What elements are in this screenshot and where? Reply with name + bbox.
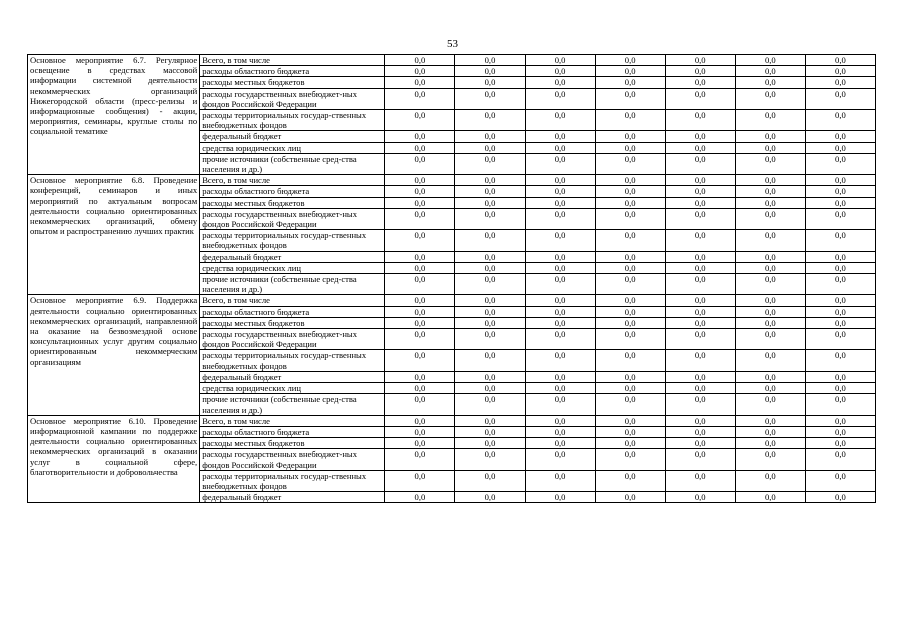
amount-cell: 0,0: [525, 415, 595, 426]
amount-cell: 0,0: [595, 449, 665, 470]
amount-cell: 0,0: [735, 306, 805, 317]
amount-cell: 0,0: [455, 394, 525, 415]
amount-cell: 0,0: [595, 262, 665, 273]
amount-cell: 0,0: [385, 131, 455, 142]
amount-cell: 0,0: [525, 251, 595, 262]
amount-cell: 0,0: [385, 262, 455, 273]
page-number: 53: [447, 38, 458, 50]
amount-cell: 0,0: [665, 350, 735, 371]
funding-source: расходы территориальных государ-ственных внебюджетных фондов: [200, 230, 385, 251]
amount-cell: 0,0: [665, 131, 735, 142]
amount-cell: 0,0: [735, 262, 805, 273]
amount-cell: 0,0: [595, 142, 665, 153]
amount-cell: 0,0: [805, 175, 875, 186]
amount-cell: 0,0: [805, 306, 875, 317]
amount-cell: 0,0: [455, 186, 525, 197]
amount-cell: 0,0: [735, 295, 805, 306]
funding-source: Всего, в том числе: [200, 415, 385, 426]
amount-cell: 0,0: [455, 142, 525, 153]
amount-cell: 0,0: [805, 197, 875, 208]
amount-cell: 0,0: [805, 426, 875, 437]
amount-cell: 0,0: [455, 251, 525, 262]
amount-cell: 0,0: [595, 306, 665, 317]
amount-cell: 0,0: [525, 77, 595, 88]
amount-cell: 0,0: [455, 175, 525, 186]
amount-cell: 0,0: [385, 295, 455, 306]
amount-cell: 0,0: [595, 110, 665, 131]
amount-cell: 0,0: [805, 251, 875, 262]
amount-cell: 0,0: [805, 470, 875, 491]
amount-cell: 0,0: [455, 371, 525, 382]
amount-cell: 0,0: [805, 55, 875, 66]
amount-cell: 0,0: [385, 186, 455, 197]
amount-cell: 0,0: [805, 208, 875, 229]
amount-cell: 0,0: [665, 295, 735, 306]
amount-cell: 0,0: [385, 449, 455, 470]
amount-cell: 0,0: [735, 230, 805, 251]
amount-cell: 0,0: [455, 295, 525, 306]
activity-description: Основное мероприятие 6.9. Поддержка деятельности социально ориентированных некоммерческих организаций, направленной на оказание на безвозмездной основе консультационных услуг другим социально ориентированным некоммерческим организациям: [28, 295, 200, 415]
amount-cell: 0,0: [385, 426, 455, 437]
amount-cell: 0,0: [735, 329, 805, 350]
amount-cell: 0,0: [805, 153, 875, 174]
amount-cell: 0,0: [665, 274, 735, 295]
amount-cell: 0,0: [595, 426, 665, 437]
funding-source: прочие источники (собственные сред-ства населения и др.): [200, 274, 385, 295]
amount-cell: 0,0: [595, 208, 665, 229]
funding-source: расходы территориальных государ-ственных внебюджетных фондов: [200, 470, 385, 491]
amount-cell: 0,0: [665, 415, 735, 426]
amount-cell: 0,0: [595, 415, 665, 426]
amount-cell: 0,0: [665, 449, 735, 470]
amount-cell: 0,0: [455, 88, 525, 109]
amount-cell: 0,0: [455, 317, 525, 328]
amount-cell: 0,0: [455, 66, 525, 77]
amount-cell: 0,0: [805, 415, 875, 426]
amount-cell: 0,0: [665, 175, 735, 186]
funding-source: расходы государственных внебюджет-ных фондов Российской Федерации: [200, 449, 385, 470]
amount-cell: 0,0: [595, 295, 665, 306]
funding-source: расходы государственных внебюджет-ных фондов Российской Федерации: [200, 208, 385, 229]
amount-cell: 0,0: [805, 350, 875, 371]
amount-cell: 0,0: [385, 175, 455, 186]
amount-cell: 0,0: [455, 153, 525, 174]
amount-cell: 0,0: [735, 88, 805, 109]
amount-cell: 0,0: [735, 197, 805, 208]
table-row: [28, 415, 876, 426]
amount-cell: 0,0: [525, 230, 595, 251]
amount-cell: 0,0: [595, 383, 665, 394]
amount-cell: 0,0: [525, 394, 595, 415]
amount-cell: 0,0: [595, 55, 665, 66]
amount-cell: 0,0: [665, 88, 735, 109]
amount-cell: 0,0: [385, 77, 455, 88]
funding-source: расходы местных бюджетов: [200, 317, 385, 328]
amount-cell: 0,0: [385, 492, 455, 503]
amount-cell: 0,0: [665, 262, 735, 273]
amount-cell: 0,0: [735, 350, 805, 371]
amount-cell: 0,0: [665, 110, 735, 131]
amount-cell: 0,0: [665, 394, 735, 415]
amount-cell: 0,0: [805, 295, 875, 306]
amount-cell: 0,0: [455, 230, 525, 251]
table-row: [28, 175, 876, 186]
amount-cell: 0,0: [735, 131, 805, 142]
amount-cell: 0,0: [665, 329, 735, 350]
amount-cell: 0,0: [525, 492, 595, 503]
amount-cell: 0,0: [385, 66, 455, 77]
amount-cell: 0,0: [595, 230, 665, 251]
amount-cell: 0,0: [385, 110, 455, 131]
amount-cell: 0,0: [665, 77, 735, 88]
amount-cell: 0,0: [525, 208, 595, 229]
amount-cell: 0,0: [735, 186, 805, 197]
amount-cell: 0,0: [455, 350, 525, 371]
amount-cell: 0,0: [595, 350, 665, 371]
amount-cell: 0,0: [385, 329, 455, 350]
amount-cell: 0,0: [525, 186, 595, 197]
amount-cell: 0,0: [385, 197, 455, 208]
amount-cell: 0,0: [665, 208, 735, 229]
amount-cell: 0,0: [385, 306, 455, 317]
amount-cell: 0,0: [525, 262, 595, 273]
funding-source: расходы государственных внебюджет-ных фондов Российской Федерации: [200, 329, 385, 350]
amount-cell: 0,0: [525, 142, 595, 153]
activity-description: Основное мероприятие 6.7. Регулярное освещение в средствах массовой информации системной деятельности некоммерческих организаций Нижегородской области (пресс-релизы и информационные сообщения) - акции, мероприятия, семинары, круглые столы по социальной тематике: [28, 55, 200, 175]
amount-cell: 0,0: [455, 415, 525, 426]
amount-cell: 0,0: [665, 197, 735, 208]
amount-cell: 0,0: [805, 371, 875, 382]
funding-source: расходы государственных внебюджет-ных фондов Российской Федерации: [200, 88, 385, 109]
amount-cell: 0,0: [805, 274, 875, 295]
amount-cell: 0,0: [595, 317, 665, 328]
amount-cell: 0,0: [455, 438, 525, 449]
amount-cell: 0,0: [525, 110, 595, 131]
amount-cell: 0,0: [735, 317, 805, 328]
amount-cell: 0,0: [805, 449, 875, 470]
amount-cell: 0,0: [665, 55, 735, 66]
amount-cell: 0,0: [525, 470, 595, 491]
amount-cell: 0,0: [385, 230, 455, 251]
amount-cell: 0,0: [735, 449, 805, 470]
amount-cell: 0,0: [665, 230, 735, 251]
amount-cell: 0,0: [385, 415, 455, 426]
amount-cell: 0,0: [805, 383, 875, 394]
amount-cell: 0,0: [385, 371, 455, 382]
funding-source: расходы местных бюджетов: [200, 197, 385, 208]
amount-cell: 0,0: [735, 492, 805, 503]
amount-cell: 0,0: [455, 131, 525, 142]
amount-cell: 0,0: [455, 492, 525, 503]
activity-description: Основное мероприятие 6.8. Проведение конференций, семинаров и иных мероприятий по актуальным вопросам деятельности социально ориентированных некоммерческих организаций, обмену опытом и распространению лучших практик: [28, 175, 200, 295]
amount-cell: 0,0: [525, 371, 595, 382]
funding-table: [27, 54, 876, 503]
amount-cell: 0,0: [665, 66, 735, 77]
amount-cell: 0,0: [455, 426, 525, 437]
amount-cell: 0,0: [455, 208, 525, 229]
amount-cell: 0,0: [805, 88, 875, 109]
amount-cell: 0,0: [735, 77, 805, 88]
amount-cell: 0,0: [385, 88, 455, 109]
amount-cell: 0,0: [455, 262, 525, 273]
amount-cell: 0,0: [665, 251, 735, 262]
funding-source: средства юридических лиц: [200, 142, 385, 153]
amount-cell: 0,0: [735, 153, 805, 174]
amount-cell: 0,0: [805, 110, 875, 131]
amount-cell: 0,0: [735, 415, 805, 426]
funding-source: Всего, в том числе: [200, 295, 385, 306]
amount-cell: 0,0: [525, 426, 595, 437]
amount-cell: 0,0: [525, 274, 595, 295]
table-row: [28, 55, 876, 66]
amount-cell: 0,0: [805, 77, 875, 88]
amount-cell: 0,0: [735, 394, 805, 415]
amount-cell: 0,0: [595, 329, 665, 350]
amount-cell: 0,0: [455, 329, 525, 350]
amount-cell: 0,0: [525, 329, 595, 350]
amount-cell: 0,0: [595, 251, 665, 262]
amount-cell: 0,0: [805, 329, 875, 350]
funding-source: расходы областного бюджета: [200, 66, 385, 77]
amount-cell: 0,0: [735, 274, 805, 295]
funding-source: расходы территориальных государ-ственных внебюджетных фондов: [200, 110, 385, 131]
amount-cell: 0,0: [525, 438, 595, 449]
amount-cell: 0,0: [665, 371, 735, 382]
funding-source: расходы областного бюджета: [200, 306, 385, 317]
funding-source: федеральный бюджет: [200, 251, 385, 262]
amount-cell: 0,0: [525, 383, 595, 394]
amount-cell: 0,0: [805, 131, 875, 142]
amount-cell: 0,0: [595, 88, 665, 109]
amount-cell: 0,0: [385, 394, 455, 415]
funding-source: расходы областного бюджета: [200, 426, 385, 437]
amount-cell: 0,0: [735, 175, 805, 186]
amount-cell: 0,0: [455, 470, 525, 491]
amount-cell: 0,0: [595, 186, 665, 197]
amount-cell: 0,0: [595, 470, 665, 491]
amount-cell: 0,0: [525, 153, 595, 174]
amount-cell: 0,0: [805, 230, 875, 251]
amount-cell: 0,0: [385, 383, 455, 394]
amount-cell: 0,0: [595, 175, 665, 186]
amount-cell: 0,0: [665, 438, 735, 449]
amount-cell: 0,0: [805, 317, 875, 328]
amount-cell: 0,0: [805, 186, 875, 197]
amount-cell: 0,0: [385, 274, 455, 295]
activity-description: Основное мероприятие 6.10. Проведение информационной кампании по поддержке деятельности социально ориентированных некоммерческих организаций в оказании услуг в социальной сфере, благотворительности и добровольчества: [28, 415, 200, 503]
amount-cell: 0,0: [805, 438, 875, 449]
amount-cell: 0,0: [455, 306, 525, 317]
amount-cell: 0,0: [595, 492, 665, 503]
amount-cell: 0,0: [385, 251, 455, 262]
amount-cell: 0,0: [735, 55, 805, 66]
amount-cell: 0,0: [805, 142, 875, 153]
amount-cell: 0,0: [805, 394, 875, 415]
funding-source: Всего, в том числе: [200, 175, 385, 186]
amount-cell: 0,0: [385, 208, 455, 229]
amount-cell: 0,0: [595, 66, 665, 77]
amount-cell: 0,0: [525, 306, 595, 317]
amount-cell: 0,0: [665, 186, 735, 197]
amount-cell: 0,0: [595, 197, 665, 208]
amount-cell: 0,0: [665, 492, 735, 503]
amount-cell: 0,0: [525, 197, 595, 208]
amount-cell: 0,0: [385, 55, 455, 66]
amount-cell: 0,0: [595, 274, 665, 295]
amount-cell: 0,0: [665, 470, 735, 491]
amount-cell: 0,0: [595, 131, 665, 142]
amount-cell: 0,0: [525, 449, 595, 470]
amount-cell: 0,0: [665, 426, 735, 437]
amount-cell: 0,0: [735, 438, 805, 449]
amount-cell: 0,0: [735, 66, 805, 77]
amount-cell: 0,0: [525, 88, 595, 109]
amount-cell: 0,0: [665, 142, 735, 153]
amount-cell: 0,0: [735, 371, 805, 382]
amount-cell: 0,0: [735, 142, 805, 153]
amount-cell: 0,0: [735, 426, 805, 437]
amount-cell: 0,0: [735, 208, 805, 229]
funding-source: расходы территориальных государ-ственных внебюджетных фондов: [200, 350, 385, 371]
funding-source: прочие источники (собственные сред-ства населения и др.): [200, 394, 385, 415]
amount-cell: 0,0: [805, 262, 875, 273]
funding-source: прочие источники (собственные сред-ства населения и др.): [200, 153, 385, 174]
amount-cell: 0,0: [455, 77, 525, 88]
funding-source: Всего, в том числе: [200, 55, 385, 66]
amount-cell: 0,0: [455, 55, 525, 66]
funding-source: средства юридических лиц: [200, 262, 385, 273]
amount-cell: 0,0: [525, 175, 595, 186]
amount-cell: 0,0: [735, 470, 805, 491]
amount-cell: 0,0: [525, 55, 595, 66]
amount-cell: 0,0: [385, 470, 455, 491]
amount-cell: 0,0: [595, 394, 665, 415]
funding-source: федеральный бюджет: [200, 371, 385, 382]
funding-source: средства юридических лиц: [200, 383, 385, 394]
funding-source: федеральный бюджет: [200, 492, 385, 503]
amount-cell: 0,0: [385, 438, 455, 449]
amount-cell: 0,0: [595, 438, 665, 449]
funding-source: федеральный бюджет: [200, 131, 385, 142]
amount-cell: 0,0: [595, 77, 665, 88]
amount-cell: 0,0: [525, 317, 595, 328]
table-row: [28, 295, 876, 306]
amount-cell: 0,0: [595, 371, 665, 382]
amount-cell: 0,0: [735, 251, 805, 262]
amount-cell: 0,0: [385, 142, 455, 153]
amount-cell: 0,0: [455, 274, 525, 295]
amount-cell: 0,0: [385, 153, 455, 174]
amount-cell: 0,0: [735, 110, 805, 131]
amount-cell: 0,0: [665, 153, 735, 174]
amount-cell: 0,0: [525, 66, 595, 77]
amount-cell: 0,0: [455, 383, 525, 394]
amount-cell: 0,0: [455, 197, 525, 208]
amount-cell: 0,0: [665, 306, 735, 317]
amount-cell: 0,0: [735, 383, 805, 394]
amount-cell: 0,0: [525, 295, 595, 306]
amount-cell: 0,0: [595, 153, 665, 174]
amount-cell: 0,0: [665, 383, 735, 394]
funding-source: расходы местных бюджетов: [200, 438, 385, 449]
amount-cell: 0,0: [385, 317, 455, 328]
amount-cell: 0,0: [525, 131, 595, 142]
funding-source: расходы местных бюджетов: [200, 77, 385, 88]
amount-cell: 0,0: [805, 66, 875, 77]
funding-source: расходы областного бюджета: [200, 186, 385, 197]
amount-cell: 0,0: [525, 350, 595, 371]
amount-cell: 0,0: [665, 317, 735, 328]
amount-cell: 0,0: [455, 449, 525, 470]
amount-cell: 0,0: [805, 492, 875, 503]
amount-cell: 0,0: [455, 110, 525, 131]
amount-cell: 0,0: [385, 350, 455, 371]
